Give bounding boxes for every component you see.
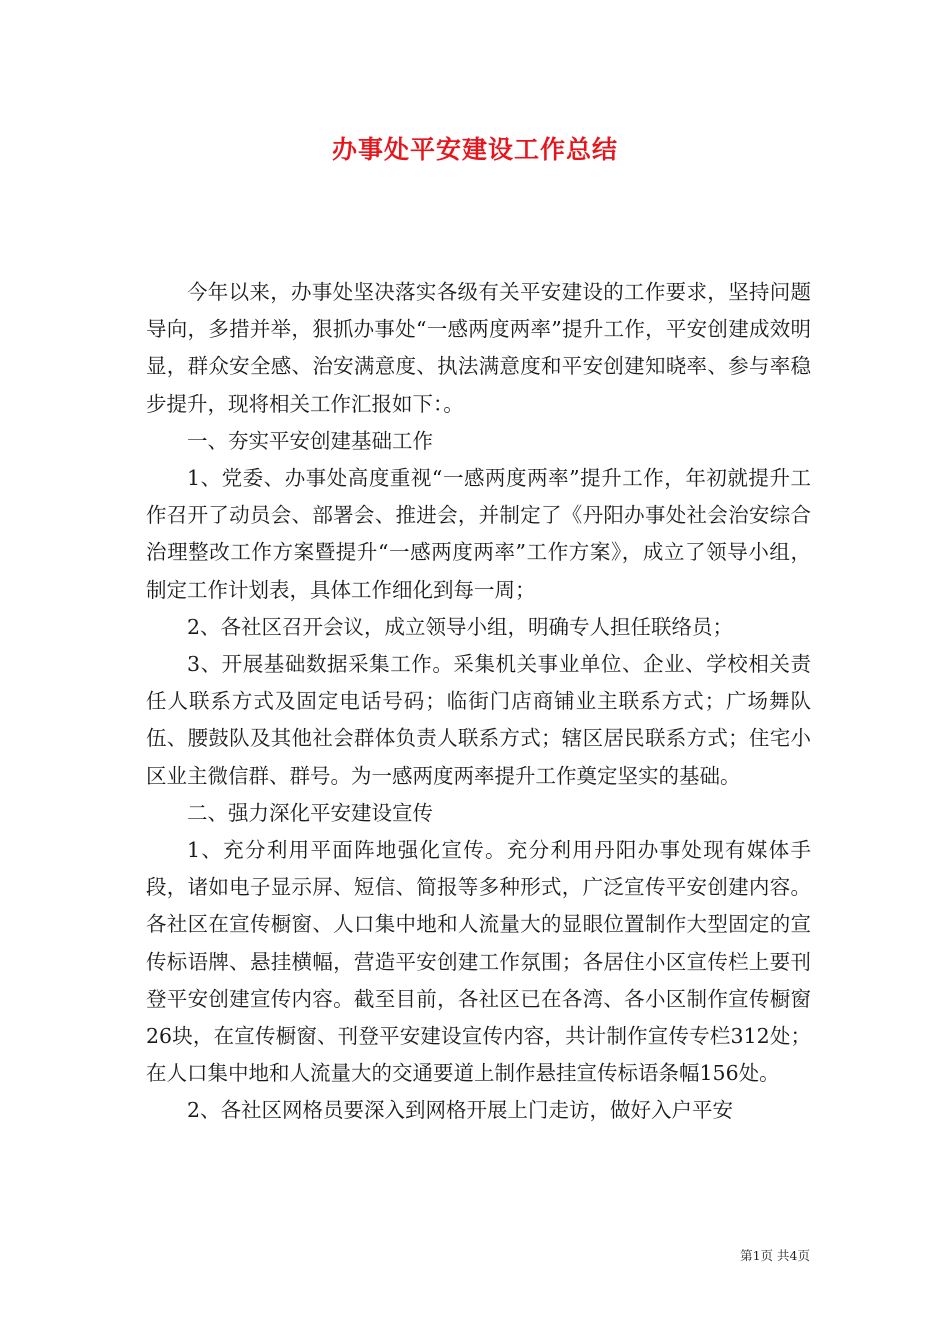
page-number: 第1页 共4页	[740, 1248, 810, 1263]
section-heading-2: 二、强力深化平安建设宣传	[187, 800, 433, 825]
document-title: 办事处平安建设工作总结	[331, 135, 618, 164]
paragraph-intro: 今年以来，办事处坚决落实各级有关平安建设的工作要求，坚持问题导向，多措并举，狠抓办事处“一感两度两率”提升工作，平安创建成效明显，群众安全感、治安满意度、执法满意度和平安创建知晓率、参与率稳步提升，现将相关工作汇报如下：。	[146, 280, 811, 416]
section-heading-1: 一、夯实平安创建基础工作	[187, 428, 433, 453]
paragraph-2-2: 2、各社区网格员要深入到网格开展上门走访，做好入户平安	[187, 1098, 734, 1123]
paragraph-1-1: 1、党委、办事处高度重视“一感两度两率”提升工作，年初就提升工作召开了动员会、部署会、推进会，并制定了《丹阳办事处社会治安综合治理整改工作方案暨提升“一感两度两率”工作方案》，成立了领导小组，制定工作计划表，具体工作细化到每一周；	[146, 466, 811, 602]
document-body	[146, 274, 811, 1130]
paragraph-1-2: 2、各社区召开会议，成立领导小组，明确专人担任联络员；	[187, 614, 734, 639]
paragraph-2-1: 1、充分利用平面阵地强化宣传。充分利用丹阳办事处现有媒体手段，诸如电子显示屏、短信、简报等多种形式，广泛宣传平安创建内容。各社区在宣传橱窗、人口集中地和人流量大的显眼位置制作大型固定的宣传标语牌、悬挂横幅，营造平安创建工作氛围；各居住小区宣传栏上要刊登平安创建宣传内容。截至目前，各社区已在各湾、各小区制作宣传橱窗26块，在宣传橱窗、刊登平安建设宣传内容，共计制作宣传专栏312处；在人口集中地和人流量大的交通要道上制作悬挂宣传标语条幅156处。	[146, 838, 811, 1086]
paragraph-1-3: 3、开展基础数据采集工作。采集机关事业单位、企业、学校相关责任人联系方式及固定电话号码；临街门店商铺业主联系方式；广场舞队伍、腰鼓队及其他社会群体负责人联系方式；辖区居民联系方式；住宅小区业主微信群、群号。为一感两度两率提升工作奠定坚实的基础。	[146, 652, 811, 788]
